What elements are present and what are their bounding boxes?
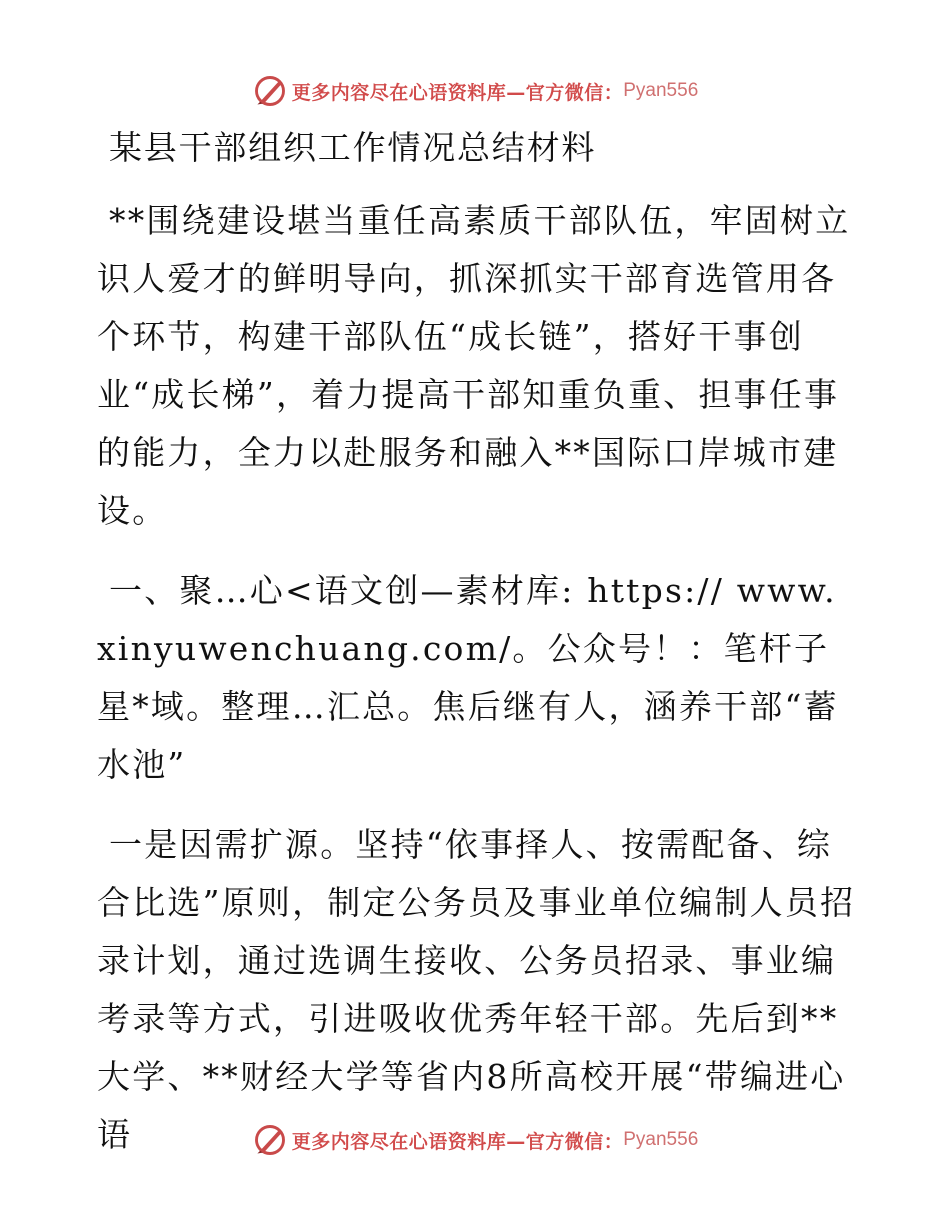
watermark-text: 更多内容尽在心语资料库—官方微信： — [291, 1130, 624, 1153]
footer-watermark — [0, 1118, 950, 1162]
paragraph-intro-text: **围绕建设堪当重任高素质干部队伍，牢固树立识人爱才的鲜明导向，抓深抓实干部育选管用各个环节，构建干部队伍“成长链”，搭好干事创业“成长梯”，着力提高干部知重负重、担事任事的能力，全力以赴服务和融入**国际口岸城市建设。 — [97, 201, 851, 530]
pen-nib-logo-icon — [252, 73, 288, 109]
paragraph-section-heading — [97, 562, 857, 794]
watermark-text: 更多内容尽在心语资料库—官方微信： — [291, 81, 624, 104]
paragraph-point-one-text: 一是因需扩源。坚持“依事择人、按需配备、综合比选”原则，制定公务员及事业单位编制人员招录计划，通过选调生接收、公务员招录、事业编考录等方式，引进吸收优秀年轻干部。先后到**大学、**财经大学等省内8所高校开展“带编进心语 — [97, 825, 856, 1154]
watermark-contact: Pyan556 — [623, 1129, 699, 1150]
paragraph-intro — [97, 192, 857, 540]
paragraph-point-one — [97, 816, 857, 1164]
watermark-contact: Pyan556 — [623, 80, 699, 101]
document-title: 某县干部组织工作情况总结材料 — [109, 128, 597, 167]
pen-nib-logo-icon — [252, 1122, 288, 1158]
paragraph-section-heading-text: 一、聚…心<语文创—素材库: https:// www.xinyuwenchuang.com/。公众号！：笔杆子星*域。整理…汇总。焦后继有人，涵养干部“蓄水池” — [97, 571, 839, 784]
header-watermark — [0, 69, 950, 113]
document-body — [97, 122, 857, 1164]
